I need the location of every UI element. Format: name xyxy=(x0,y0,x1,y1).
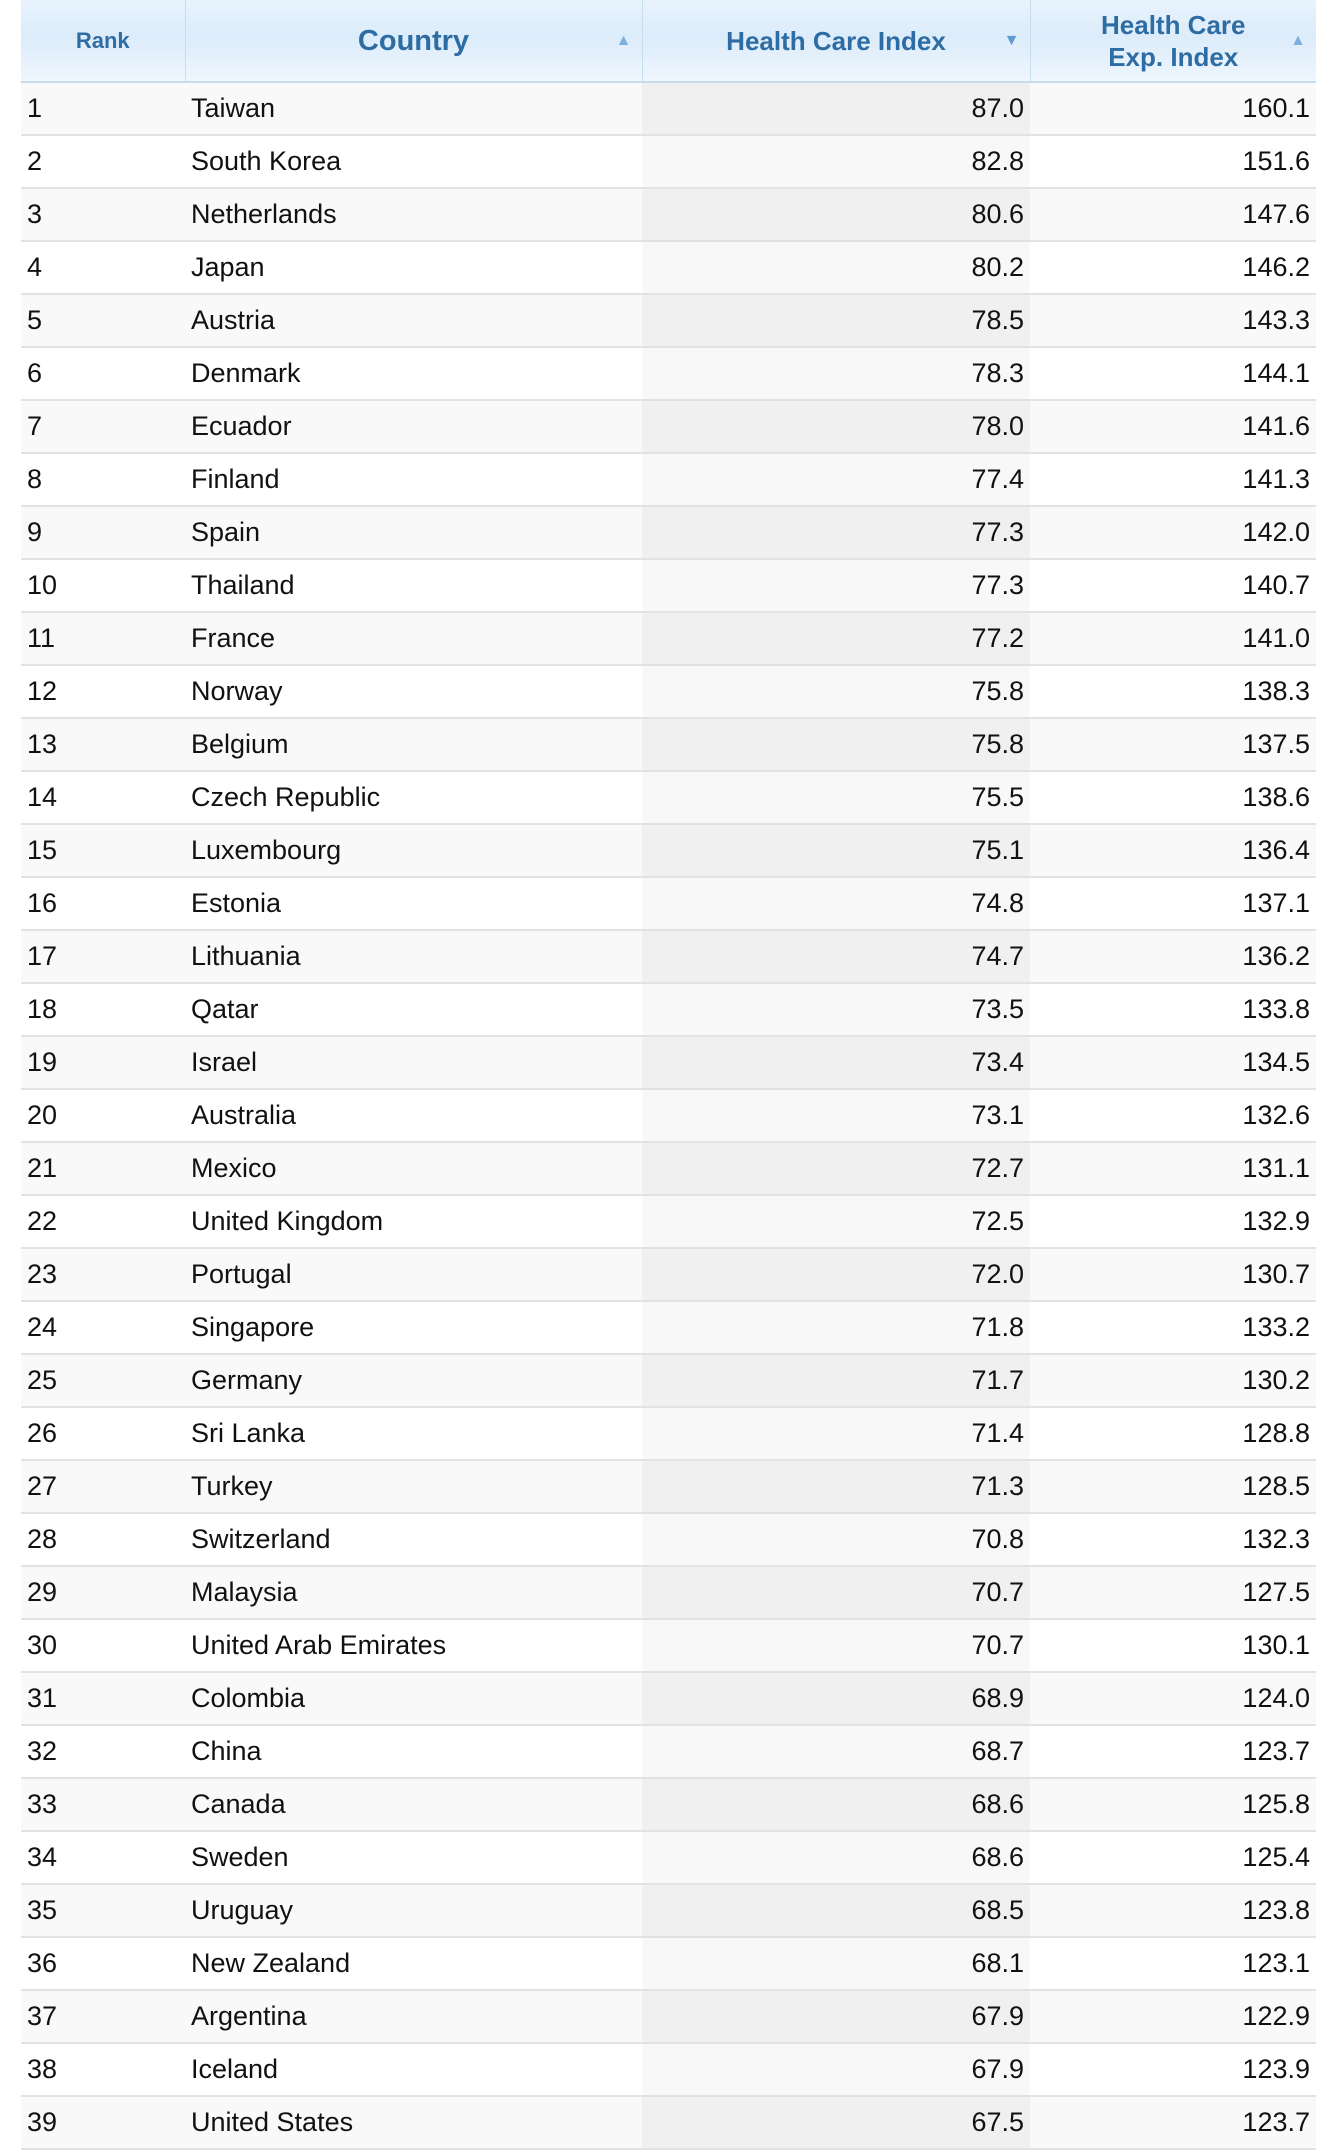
country-cell: Ecuador xyxy=(185,400,642,453)
rank-cell: 33 xyxy=(21,1778,185,1831)
country-cell: Israel xyxy=(185,1036,642,1089)
country-cell: Taiwan xyxy=(185,82,642,135)
health-care-exp-index-cell: 125.4 xyxy=(1030,1831,1316,1884)
health-care-index-cell: 70.8 xyxy=(642,1513,1030,1566)
health-care-index-cell: 68.9 xyxy=(642,1672,1030,1725)
rank-cell: 23 xyxy=(21,1248,185,1301)
health-care-exp-index-cell: 146.2 xyxy=(1030,241,1316,294)
table-row xyxy=(21,1990,1316,2043)
country-cell: Colombia xyxy=(185,1672,642,1725)
rank-cell: 36 xyxy=(21,1937,185,1990)
health-care-index-cell: 72.7 xyxy=(642,1142,1030,1195)
rank-cell: 38 xyxy=(21,2043,185,2096)
table-row xyxy=(21,824,1316,877)
health-care-index-cell: 71.7 xyxy=(642,1354,1030,1407)
sort-ascending-icon[interactable]: ▲ xyxy=(1290,31,1306,49)
table-row xyxy=(21,1937,1316,1990)
country-cell: Lithuania xyxy=(185,930,642,983)
health-care-exp-index-cell: 130.2 xyxy=(1030,1354,1316,1407)
health-care-exp-index-cell: 128.5 xyxy=(1030,1460,1316,1513)
health-care-exp-index-cell: 127.5 xyxy=(1030,1566,1316,1619)
rank-cell: 6 xyxy=(21,347,185,400)
table-row xyxy=(21,612,1316,665)
rank-cell: 28 xyxy=(21,1513,185,1566)
rank-cell: 24 xyxy=(21,1301,185,1354)
health-care-exp-index-cell: 131.1 xyxy=(1030,1142,1316,1195)
table-row xyxy=(21,1566,1316,1619)
health-care-index-cell: 78.0 xyxy=(642,400,1030,453)
health-care-index-cell: 73.1 xyxy=(642,1089,1030,1142)
table-row xyxy=(21,1619,1316,1672)
health-care-ranking-table xyxy=(21,0,1316,2150)
country-cell: Qatar xyxy=(185,983,642,1036)
rank-cell: 14 xyxy=(21,771,185,824)
table-row xyxy=(21,400,1316,453)
sort-descending-icon[interactable]: ▼ xyxy=(1003,31,1020,49)
health-care-index-cell: 87.0 xyxy=(642,82,1030,135)
rank-cell: 37 xyxy=(21,1990,185,2043)
rank-cell: 2 xyxy=(21,135,185,188)
health-care-exp-index-cell: 133.8 xyxy=(1030,983,1316,1036)
country-cell: New Zealand xyxy=(185,1937,642,1990)
health-care-index-cell: 72.0 xyxy=(642,1248,1030,1301)
rank-cell: 31 xyxy=(21,1672,185,1725)
column-header-health-care-index[interactable] xyxy=(642,0,1030,82)
table-row xyxy=(21,930,1316,983)
table-row xyxy=(21,294,1316,347)
health-care-exp-index-cell: 144.1 xyxy=(1030,347,1316,400)
rank-cell: 18 xyxy=(21,983,185,1036)
country-cell: Luxembourg xyxy=(185,824,642,877)
rank-header-label: Rank xyxy=(75,27,130,53)
health-care-index-cell: 68.1 xyxy=(642,1937,1030,1990)
table-row xyxy=(21,1884,1316,1937)
health-care-index-cell: 72.5 xyxy=(642,1195,1030,1248)
table-row xyxy=(21,1460,1316,1513)
rank-cell: 39 xyxy=(21,2096,185,2149)
health-care-index-cell: 80.6 xyxy=(642,188,1030,241)
rank-cell: 16 xyxy=(21,877,185,930)
country-cell: Netherlands xyxy=(185,188,642,241)
exp-header-label-line2: Exp. Index xyxy=(1108,41,1239,72)
table-row xyxy=(21,877,1316,930)
rank-cell: 11 xyxy=(21,612,185,665)
country-cell: Switzerland xyxy=(185,1513,642,1566)
health-care-index-cell: 78.5 xyxy=(642,294,1030,347)
health-care-index-cell: 74.7 xyxy=(642,930,1030,983)
health-care-index-cell: 75.8 xyxy=(642,718,1030,771)
rank-cell: 21 xyxy=(21,1142,185,1195)
rank-cell: 34 xyxy=(21,1831,185,1884)
country-cell: Uruguay xyxy=(185,1884,642,1937)
health-care-index-cell: 77.3 xyxy=(642,506,1030,559)
table-row xyxy=(21,135,1316,188)
table-row xyxy=(21,347,1316,400)
table-row xyxy=(21,559,1316,612)
health-care-index-cell: 77.3 xyxy=(642,559,1030,612)
rank-cell: 4 xyxy=(21,241,185,294)
country-cell: South Korea xyxy=(185,135,642,188)
rank-cell: 32 xyxy=(21,1725,185,1778)
health-care-index-cell: 80.2 xyxy=(642,241,1030,294)
health-care-index-cell: 68.6 xyxy=(642,1778,1030,1831)
health-care-exp-index-cell: 151.6 xyxy=(1030,135,1316,188)
table-row xyxy=(21,1672,1316,1725)
country-cell: Sri Lanka xyxy=(185,1407,642,1460)
table-row xyxy=(21,241,1316,294)
health-care-index-cell: 68.7 xyxy=(642,1725,1030,1778)
rank-cell: 17 xyxy=(21,930,185,983)
country-cell: Iceland xyxy=(185,2043,642,2096)
health-care-exp-index-cell: 128.8 xyxy=(1030,1407,1316,1460)
health-care-index-cell: 68.5 xyxy=(642,1884,1030,1937)
health-care-exp-index-cell: 137.5 xyxy=(1030,718,1316,771)
health-care-exp-index-cell: 123.7 xyxy=(1030,2096,1316,2149)
health-care-index-cell: 74.8 xyxy=(642,877,1030,930)
health-care-exp-index-cell: 160.1 xyxy=(1030,82,1316,135)
country-cell: China xyxy=(185,1725,642,1778)
health-care-exp-index-cell: 142.0 xyxy=(1030,506,1316,559)
country-cell: Austria xyxy=(185,294,642,347)
country-cell: Germany xyxy=(185,1354,642,1407)
rank-cell: 30 xyxy=(21,1619,185,1672)
table-row xyxy=(21,983,1316,1036)
health-care-exp-index-cell: 132.6 xyxy=(1030,1089,1316,1142)
table-row xyxy=(21,1831,1316,1884)
health-care-exp-index-cell: 140.7 xyxy=(1030,559,1316,612)
country-cell: France xyxy=(185,612,642,665)
health-care-exp-index-cell: 147.6 xyxy=(1030,188,1316,241)
column-header-rank[interactable] xyxy=(21,0,185,82)
health-care-exp-index-cell: 136.4 xyxy=(1030,824,1316,877)
rank-cell: 35 xyxy=(21,1884,185,1937)
health-care-index-cell: 68.6 xyxy=(642,1831,1030,1884)
rank-cell: 20 xyxy=(21,1089,185,1142)
health-care-exp-index-cell: 141.3 xyxy=(1030,453,1316,506)
country-cell: Argentina xyxy=(185,1990,642,2043)
health-care-exp-index-cell: 138.6 xyxy=(1030,771,1316,824)
rank-cell: 8 xyxy=(21,453,185,506)
country-header-label: Country xyxy=(357,24,470,57)
health-care-exp-index-cell: 141.6 xyxy=(1030,400,1316,453)
health-care-exp-index-cell: 133.2 xyxy=(1030,1301,1316,1354)
health-care-index-cell: 77.4 xyxy=(642,453,1030,506)
hci-header-label: Health Care Index xyxy=(726,25,946,56)
table-row xyxy=(21,1407,1316,1460)
health-care-index-cell: 75.8 xyxy=(642,665,1030,718)
health-care-index-cell: 75.5 xyxy=(642,771,1030,824)
health-care-index-cell: 67.9 xyxy=(642,2043,1030,2096)
health-care-exp-index-cell: 123.8 xyxy=(1030,1884,1316,1937)
rank-cell: 15 xyxy=(21,824,185,877)
rank-cell: 3 xyxy=(21,188,185,241)
health-care-index-cell: 70.7 xyxy=(642,1566,1030,1619)
table-row xyxy=(21,1725,1316,1778)
rank-cell: 27 xyxy=(21,1460,185,1513)
health-care-exp-index-cell: 122.9 xyxy=(1030,1990,1316,2043)
country-cell: United Arab Emirates xyxy=(185,1619,642,1672)
health-care-exp-index-cell: 123.1 xyxy=(1030,1937,1316,1990)
health-care-index-cell: 73.5 xyxy=(642,983,1030,1036)
country-cell: Estonia xyxy=(185,877,642,930)
country-cell: Thailand xyxy=(185,559,642,612)
health-care-exp-index-cell: 130.1 xyxy=(1030,1619,1316,1672)
table-row xyxy=(21,1513,1316,1566)
table-body xyxy=(21,82,1316,2149)
health-care-index-cell: 78.3 xyxy=(642,347,1030,400)
table-row xyxy=(21,453,1316,506)
country-cell: Malaysia xyxy=(185,1566,642,1619)
table-row xyxy=(21,1301,1316,1354)
health-care-index-cell: 73.4 xyxy=(642,1036,1030,1089)
rank-cell: 7 xyxy=(21,400,185,453)
rank-cell: 1 xyxy=(21,82,185,135)
country-cell: Norway xyxy=(185,665,642,718)
table-row xyxy=(21,1089,1316,1142)
health-care-index-cell: 70.7 xyxy=(642,1619,1030,1672)
rank-cell: 29 xyxy=(21,1566,185,1619)
health-care-exp-index-cell: 132.9 xyxy=(1030,1195,1316,1248)
table-row xyxy=(21,2096,1316,2149)
table-row xyxy=(21,718,1316,771)
country-cell: Sweden xyxy=(185,1831,642,1884)
table-row xyxy=(21,82,1316,135)
country-cell: Czech Republic xyxy=(185,771,642,824)
table-row xyxy=(21,188,1316,241)
table-row xyxy=(21,1036,1316,1089)
rank-cell: 10 xyxy=(21,559,185,612)
sort-ascending-icon[interactable]: ▲ xyxy=(615,31,632,49)
table-row xyxy=(21,1778,1316,1831)
health-care-index-cell: 67.9 xyxy=(642,1990,1030,2043)
rank-cell: 26 xyxy=(21,1407,185,1460)
health-care-index-cell: 71.3 xyxy=(642,1460,1030,1513)
country-cell: Portugal xyxy=(185,1248,642,1301)
health-care-index-cell: 82.8 xyxy=(642,135,1030,188)
rank-cell: 19 xyxy=(21,1036,185,1089)
country-cell: Canada xyxy=(185,1778,642,1831)
health-care-exp-index-cell: 123.9 xyxy=(1030,2043,1316,2096)
country-cell: Spain xyxy=(185,506,642,559)
rank-cell: 12 xyxy=(21,665,185,718)
rank-cell: 25 xyxy=(21,1354,185,1407)
column-header-country[interactable] xyxy=(185,0,642,82)
health-care-exp-index-cell: 136.2 xyxy=(1030,930,1316,983)
exp-header-label-line1: Health Care xyxy=(1101,9,1246,40)
header-row xyxy=(21,0,1316,82)
table-row xyxy=(21,771,1316,824)
country-cell: Japan xyxy=(185,241,642,294)
health-care-index-cell: 71.8 xyxy=(642,1301,1030,1354)
rank-cell: 9 xyxy=(21,506,185,559)
health-care-exp-index-cell: 123.7 xyxy=(1030,1725,1316,1778)
country-cell: United States xyxy=(185,2096,642,2149)
health-care-index-cell: 67.5 xyxy=(642,2096,1030,2149)
country-cell: Finland xyxy=(185,453,642,506)
table-row xyxy=(21,1354,1316,1407)
country-cell: Australia xyxy=(185,1089,642,1142)
country-cell: Turkey xyxy=(185,1460,642,1513)
health-care-index-cell: 75.1 xyxy=(642,824,1030,877)
table-row xyxy=(21,665,1316,718)
country-cell: Singapore xyxy=(185,1301,642,1354)
health-care-exp-index-cell: 134.5 xyxy=(1030,1036,1316,1089)
country-cell: United Kingdom xyxy=(185,1195,642,1248)
health-care-exp-index-cell: 138.3 xyxy=(1030,665,1316,718)
country-cell: Belgium xyxy=(185,718,642,771)
health-care-exp-index-cell: 141.0 xyxy=(1030,612,1316,665)
rank-cell: 13 xyxy=(21,718,185,771)
health-care-exp-index-cell: 137.1 xyxy=(1030,877,1316,930)
table-row xyxy=(21,1142,1316,1195)
health-care-index-cell: 77.2 xyxy=(642,612,1030,665)
health-care-exp-index-cell: 124.0 xyxy=(1030,1672,1316,1725)
country-cell: Denmark xyxy=(185,347,642,400)
table-row xyxy=(21,1248,1316,1301)
health-care-index-cell: 71.4 xyxy=(642,1407,1030,1460)
table-row xyxy=(21,2043,1316,2096)
table-row xyxy=(21,506,1316,559)
table-row xyxy=(21,1195,1316,1248)
health-care-exp-index-cell: 125.8 xyxy=(1030,1778,1316,1831)
country-cell: Mexico xyxy=(185,1142,642,1195)
health-care-exp-index-cell: 143.3 xyxy=(1030,294,1316,347)
rank-cell: 5 xyxy=(21,294,185,347)
column-header-health-care-exp-index[interactable] xyxy=(1030,0,1316,82)
rank-cell: 22 xyxy=(21,1195,185,1248)
health-care-exp-index-cell: 130.7 xyxy=(1030,1248,1316,1301)
health-care-exp-index-cell: 132.3 xyxy=(1030,1513,1316,1566)
